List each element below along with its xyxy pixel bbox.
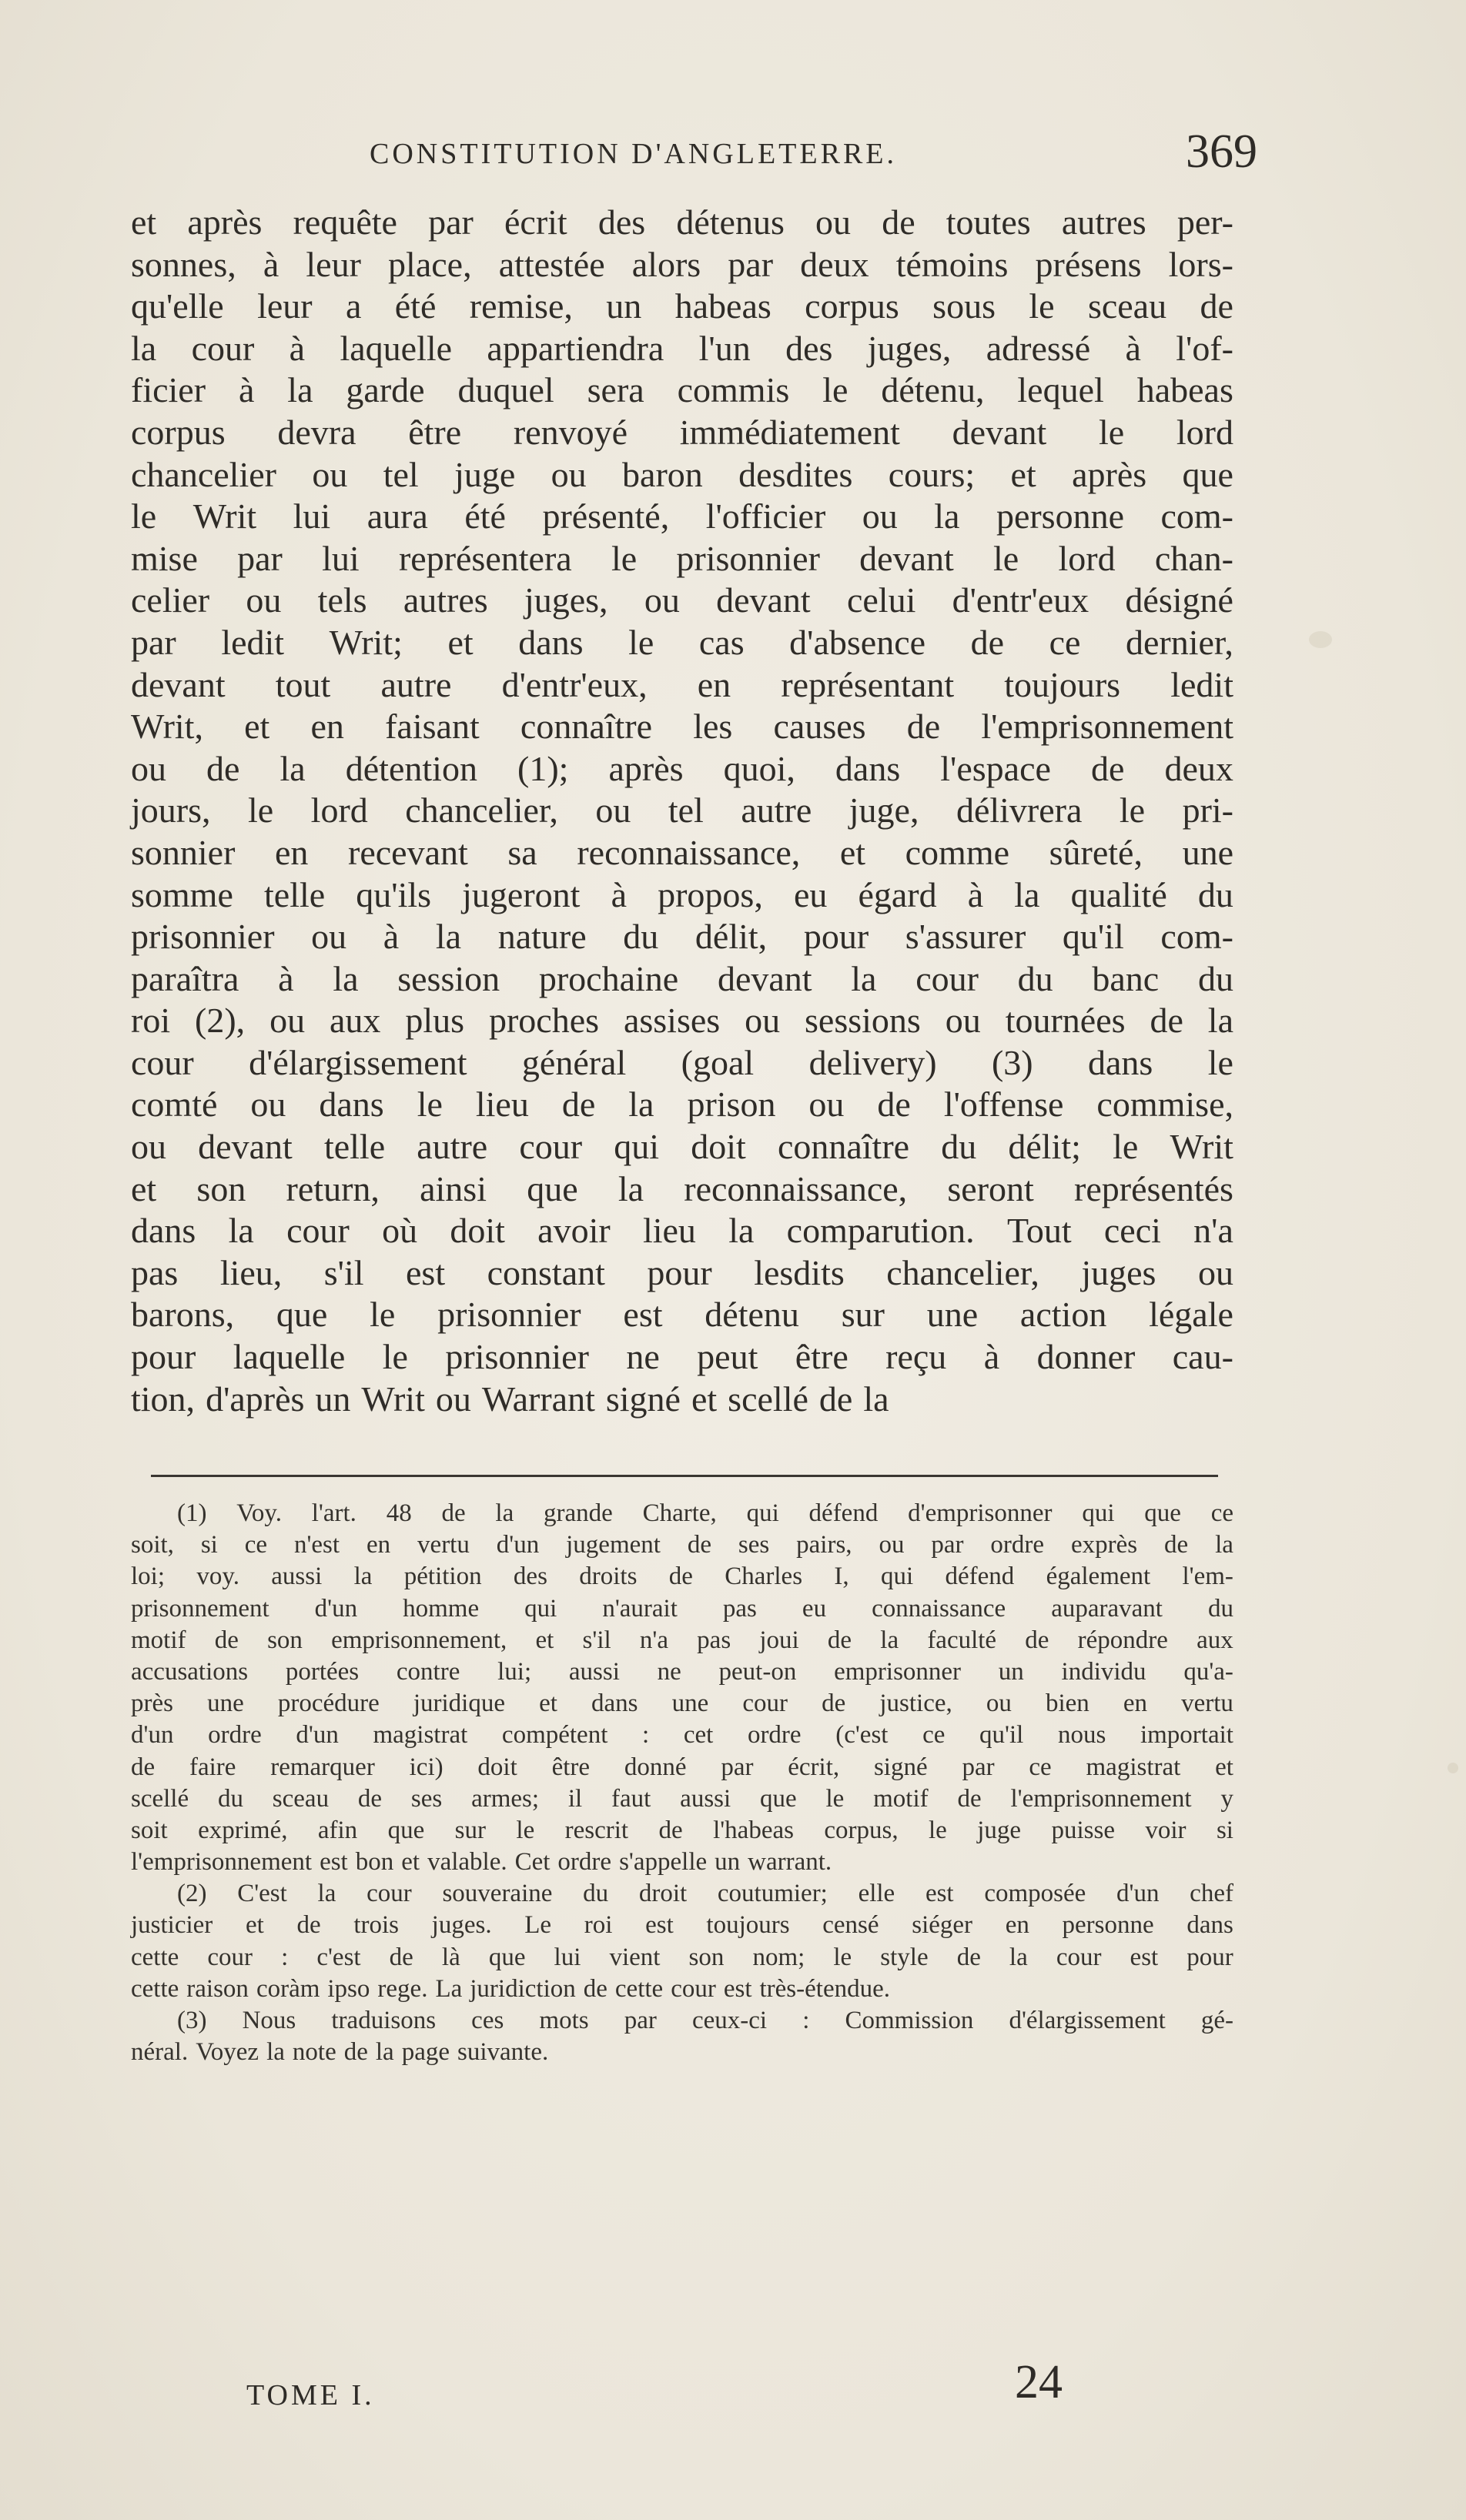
text-line: comté ou dans le lieu de la prison ou de l'offense commise,: [131, 1085, 1233, 1125]
footnote-start-line: (2) C'est la cour souveraine du droit coutumier; elle est composée d'un chef: [177, 1880, 1233, 1908]
text-line: somme telle qu'ils jugeront à propos, eu égard à la qualité du: [131, 874, 1233, 914]
running-title: CONSTITUTION D'ANGLETERRE.: [370, 138, 898, 170]
footnote-line: cette raison coràm ipso rege. La juridiction de cette cour est très-étendue.: [131, 1974, 890, 2003]
footnote-line: néral. Voyez la note de la page suivante.: [131, 2038, 549, 2067]
text-line: roi (2), ou aux plus proches assises ou sessions ou tournées de la: [131, 1001, 1233, 1041]
paper-stain: [1309, 631, 1332, 648]
text-line: paraîtra à la session prochaine devant la cour du banc du: [131, 958, 1233, 998]
main-text: [131, 202, 1233, 1420]
text-line: tion, d'après un Writ ou Warrant signé et scellé de la: [131, 1379, 889, 1419]
footnote-line: de faire remarquer ici) doit être donné par écrit, signé par ce magistrat et: [131, 1753, 1233, 1781]
paper-stain: [1448, 1763, 1458, 1773]
footnote-line: d'un ordre d'un magistrat compétent : cet ordre (c'est ce qu'il nous importait: [131, 1721, 1233, 1750]
text-line: Writ, et en faisant connaître les causes de l'emprisonnement: [131, 707, 1233, 747]
text-line: et après requête par écrit des détenus ou de toutes autres per-: [131, 202, 1233, 242]
text-line: pas lieu, s'il est constant pour lesdits chancelier, juges ou: [131, 1252, 1233, 1292]
text-line: devant tout autre d'entr'eux, en représentant toujours ledit: [131, 664, 1233, 704]
footnote-line: loi; voy. aussi la pétition des droits de Charles I, qui défend également l'em-: [131, 1562, 1233, 1591]
footnote-line: soit exprimé, afin que sur le rescrit de l'habeas corpus, le juge puisse voir si: [131, 1816, 1233, 1844]
text-line: sonnier en recevant sa reconnaissance, et comme sûreté, une: [131, 832, 1233, 872]
text-line: le Writ lui aura été présenté, l'officier ou la personne com-: [131, 496, 1233, 536]
text-line: mise par lui représentera le prisonnier devant le lord chan-: [131, 538, 1233, 578]
footnote-start-line: (3) Nous traduisons ces mots par ceux-ci : Commission d'élargissement gé-: [177, 2007, 1233, 2034]
text-line: ou de la détention (1); après quoi, dans l'espace de deux: [131, 748, 1233, 788]
signature-mark: 24: [1015, 2356, 1063, 2408]
volume-label: TOME I.: [246, 2379, 375, 2411]
footnote-line: scellé du sceau de ses armes; il faut aussi que le motif de l'emprisonnement y: [131, 1784, 1233, 1813]
text-line: et son return, ainsi que la reconnaissance, seront représentés: [131, 1168, 1233, 1208]
footnote-rule: [151, 1475, 1218, 1477]
footnote-line: cette cour : c'est de là que lui vient son nom; le style de la cour est pour: [131, 1943, 1233, 1971]
page-number: 369: [1186, 125, 1257, 178]
text-line: pour laquelle le prisonnier ne peut être reçu à donner cau-: [131, 1337, 1233, 1377]
text-line: par ledit Writ; et dans le cas d'absence de ce dernier,: [131, 622, 1233, 662]
text-line: cour d'élargissement général (goal delivery) (3) dans le: [131, 1042, 1233, 1082]
text-line: jours, le lord chancelier, ou tel autre juge, délivrera le pri-: [131, 790, 1233, 831]
text-line: prisonnier ou à la nature du délit, pour s'assurer qu'il com-: [131, 917, 1233, 957]
footnote-line: près une procédure juridique et dans une cour de justice, ou bien en vertu: [131, 1689, 1233, 1718]
text-line: qu'elle leur a été remise, un habeas corpus sous le sceau de: [131, 286, 1233, 326]
text-line: chancelier ou tel juge ou baron desdites cours; et après que: [131, 454, 1233, 494]
footnote-line: prisonnement d'un homme qui n'aurait pas eu connaissance auparavant du: [131, 1594, 1233, 1623]
footnote-line: motif de son emprisonnement, et s'il n'a pas joui de la faculté de répondre aux: [131, 1626, 1233, 1654]
text-line: ficier à la garde duquel sera commis le détenu, lequel habeas: [131, 370, 1233, 410]
text-line: ou devant telle autre cour qui doit connaître du délit; le Writ: [131, 1127, 1233, 1167]
text-line: barons, que le prisonnier est détenu sur une action légale: [131, 1295, 1233, 1335]
footnote-line: l'emprisonnement est bon et valable. Cet ordre s'appelle un warrant.: [131, 1848, 832, 1877]
footnote-line: accusations portées contre lui; aussi ne peut-on emprisonner un individu qu'a-: [131, 1657, 1233, 1686]
text-line: celier ou tels autres juges, ou devant celui d'entr'eux désigné: [131, 580, 1233, 620]
text-line: dans la cour où doit avoir lieu la comparution. Tout ceci n'a: [131, 1211, 1233, 1251]
text-line: sonnes, à leur place, attestée alors par deux témoins présens lors-: [131, 244, 1233, 284]
text-line: corpus devra être renvoyé immédiatement devant le lord: [131, 412, 1233, 452]
footnote-line: justicier et de trois juges. Le roi est toujours censé siéger en personne dans: [131, 1911, 1233, 1940]
footnote-line: soit, si ce n'est en vertu d'un jugement de ses pairs, ou par ordre exprès de la: [131, 1531, 1233, 1559]
text-line: la cour à laquelle appartiendra l'un des juges, adressé à l'of-: [131, 328, 1233, 368]
footnote-start-line: (1) Voy. l'art. 48 de la grande Charte, qui défend d'emprisonner qui que ce: [177, 1499, 1233, 1527]
footnotes: [131, 1498, 1233, 2068]
